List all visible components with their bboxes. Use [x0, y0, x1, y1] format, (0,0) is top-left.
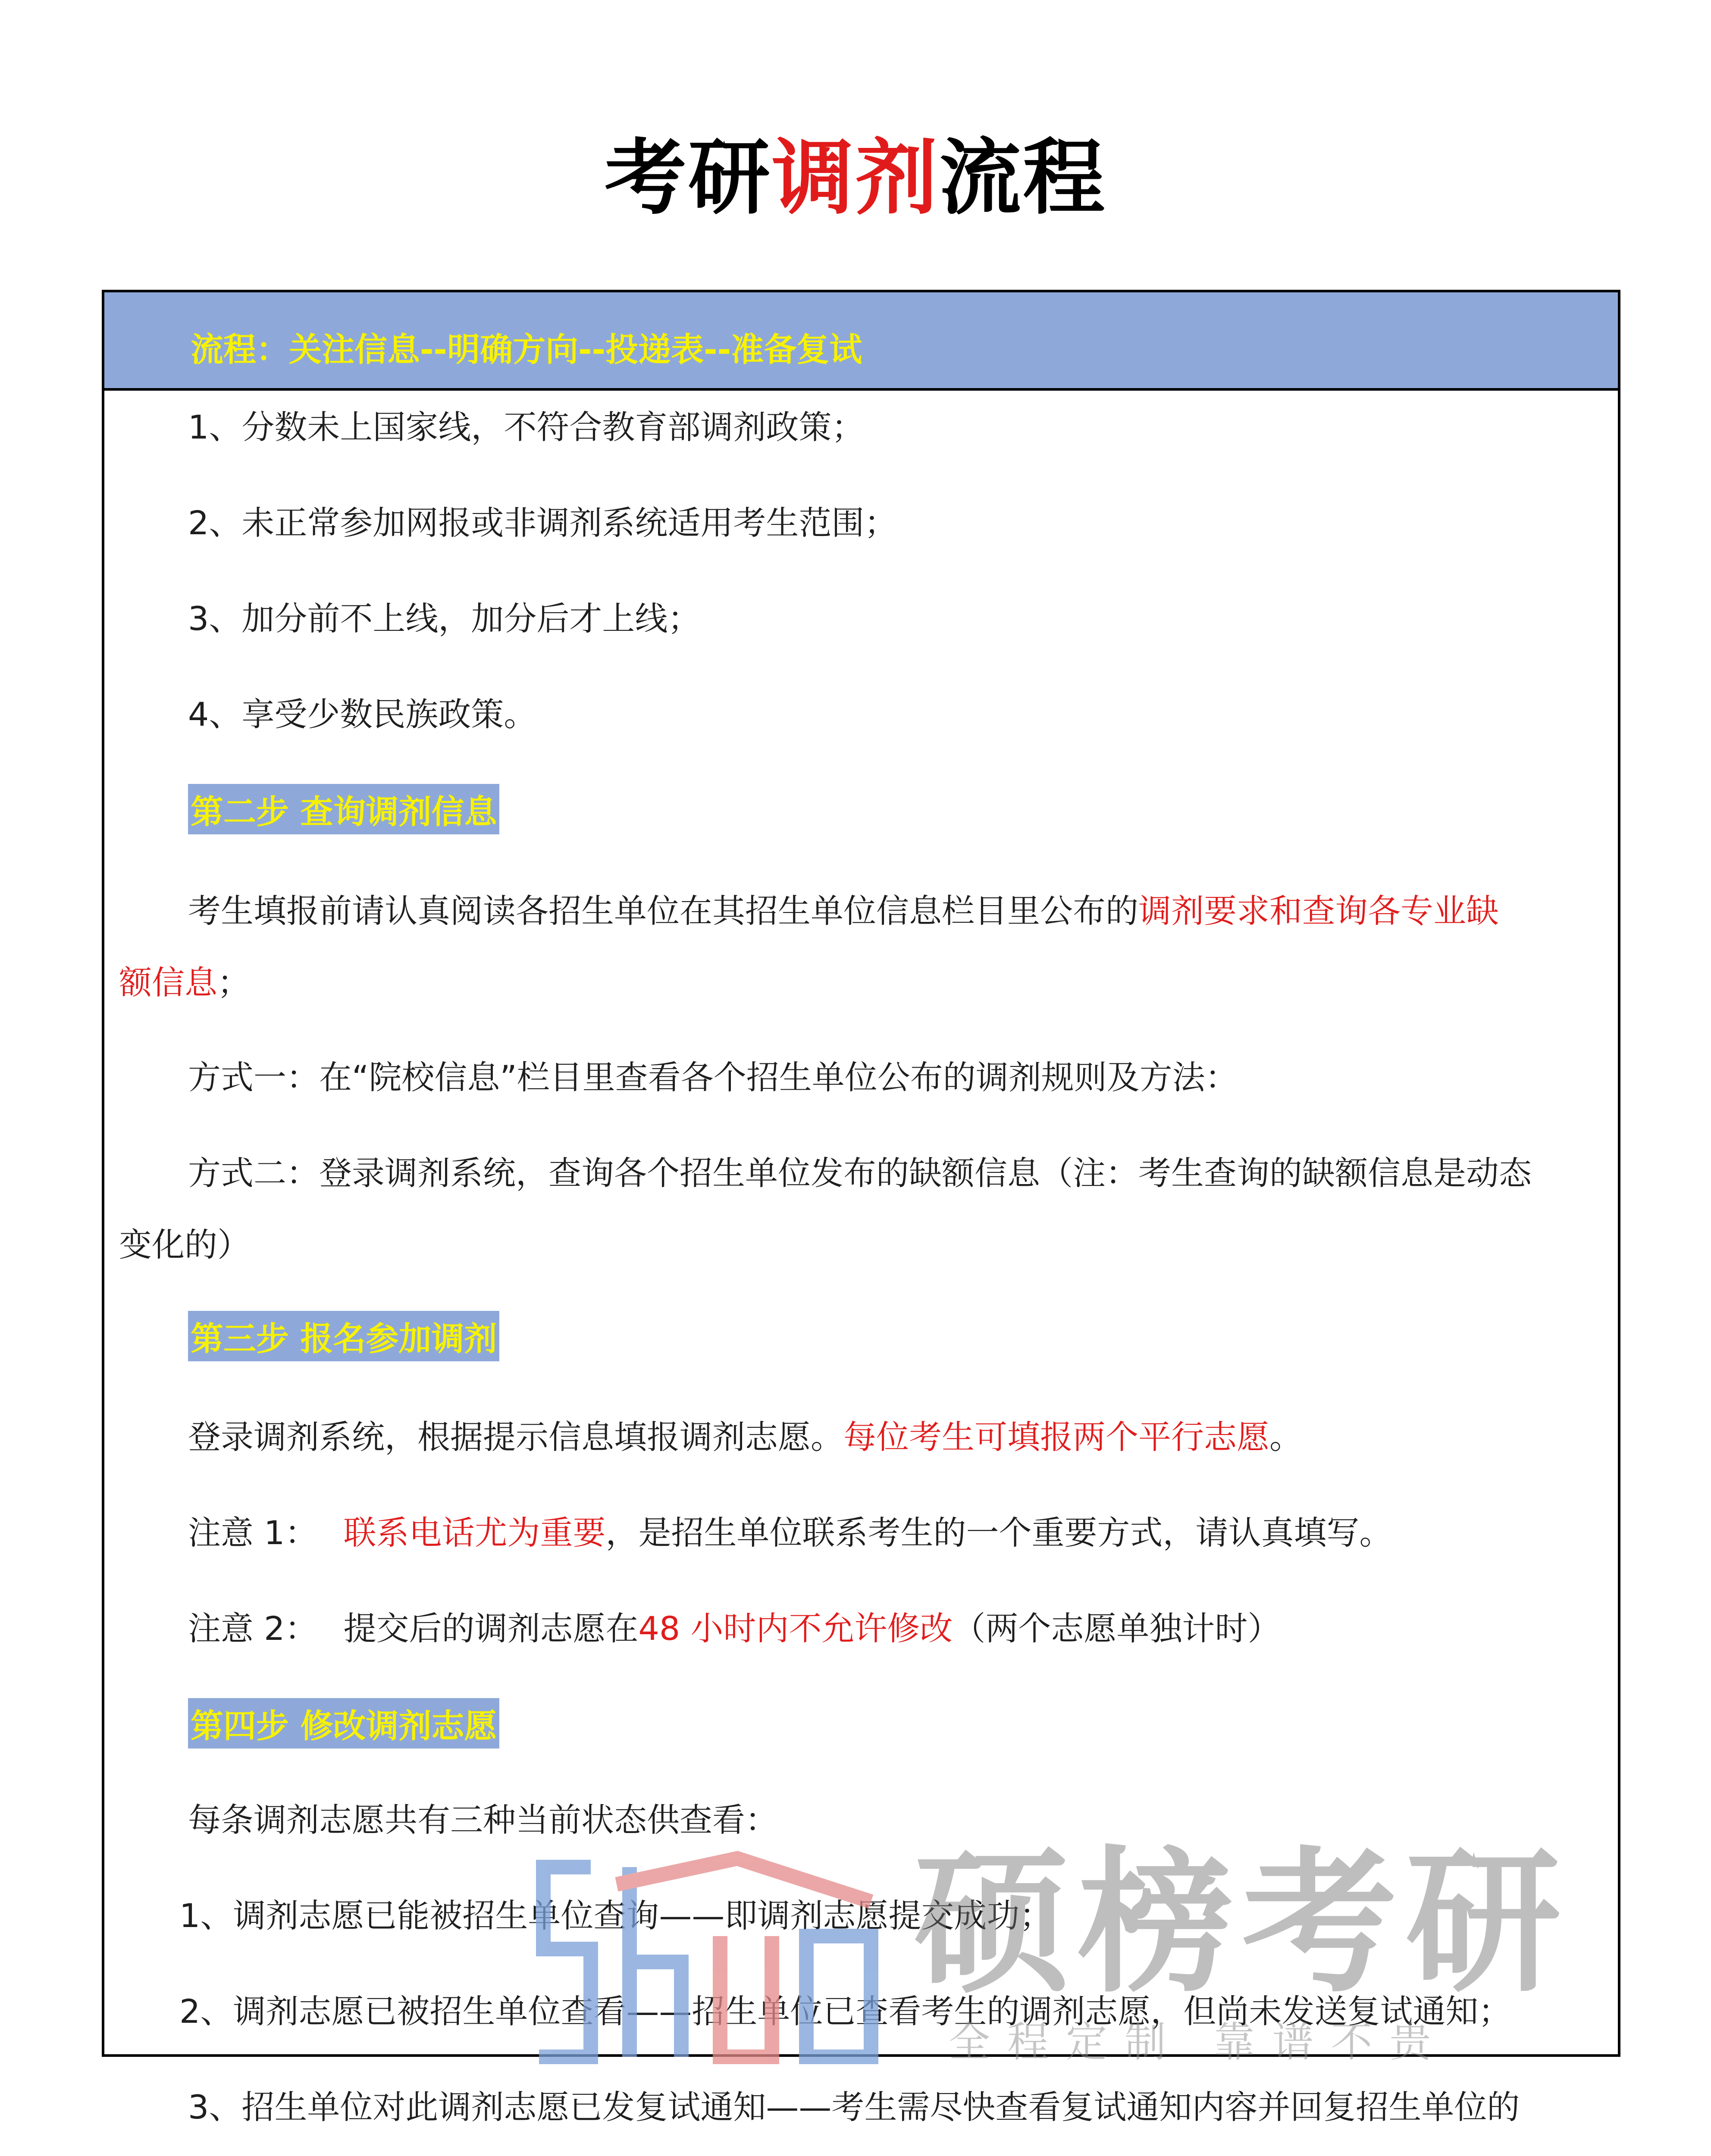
- step2-way1: 方式一：在“院校信息”栏目里查看各个招生单位公布的调剂规则及方法：: [188, 1058, 1238, 1097]
- step3-note1: 注意 1： 联系电话尤为重要，是招生单位联系考生的一个重要方式，请认真填写。: [188, 1514, 1392, 1552]
- process-header-text: 流程：关注信息--明确方向--投递表--准备复试: [191, 330, 862, 369]
- condition-4: 4、享受少数民族政策。: [188, 695, 537, 733]
- process-header: [104, 292, 1618, 391]
- step2-intro: 考生填报前请认真阅读各招生单位在其招生单位信息栏目里公布的调剂要求和查询各专业缺: [188, 892, 1499, 930]
- condition-3: 3、加分前不上线，加分后才上线；: [188, 599, 701, 638]
- brand-watermark: 硕榜考研: [914, 1831, 1570, 2013]
- step2-intro-cont: 额信息；: [119, 963, 250, 1002]
- step4-item-3: 3、招生单位对此调剂志愿已发复试通知——考生需尽快查看复试通知内容并回复招生单位的: [188, 2088, 1520, 2126]
- step4-item-2: 2、调剂志愿已被招生单位查看——招生单位已查看考生的调剂志愿，但尚未发送复试通知；: [179, 1992, 1511, 2031]
- step2-way2-cont: 变化的）: [119, 1225, 250, 1264]
- slogan-watermark: 全程定制 靠谱不贵: [949, 2018, 1448, 2066]
- condition-2: 2、未正常参加网报或非调剂系统适用考生范围；: [188, 504, 897, 542]
- condition-1: 1、分数未上国家线，不符合教育部调剂政策；: [188, 408, 865, 446]
- step3-line1: 登录调剂系统，根据提示信息填报调剂志愿。每位考生可填报两个平行志愿。: [188, 1418, 1302, 1456]
- step3-heading: 第三步 报名参加调剂: [188, 1311, 499, 1361]
- step2-way2: 方式二：登录调剂系统，查询各个招生单位发布的缺额信息（注：考生查询的缺额信息是动态: [188, 1154, 1532, 1192]
- step4-intro: 每条调剂志愿共有三种当前状态供查看：: [188, 1801, 778, 1839]
- step4-heading: 第四步 修改调剂志愿: [188, 1698, 499, 1749]
- step2-heading: 第二步 查询调剂信息: [188, 784, 499, 834]
- step4-item-1: 1、调剂志愿已能被招生单位查询——即调剂志愿提交成功；: [179, 1896, 1053, 1935]
- page-title: 考研调剂流程: [604, 130, 1107, 226]
- step3-note2: 注意 2： 提交后的调剂志愿在48 小时内不允许修改（两个志愿单独计时）: [188, 1609, 1281, 1648]
